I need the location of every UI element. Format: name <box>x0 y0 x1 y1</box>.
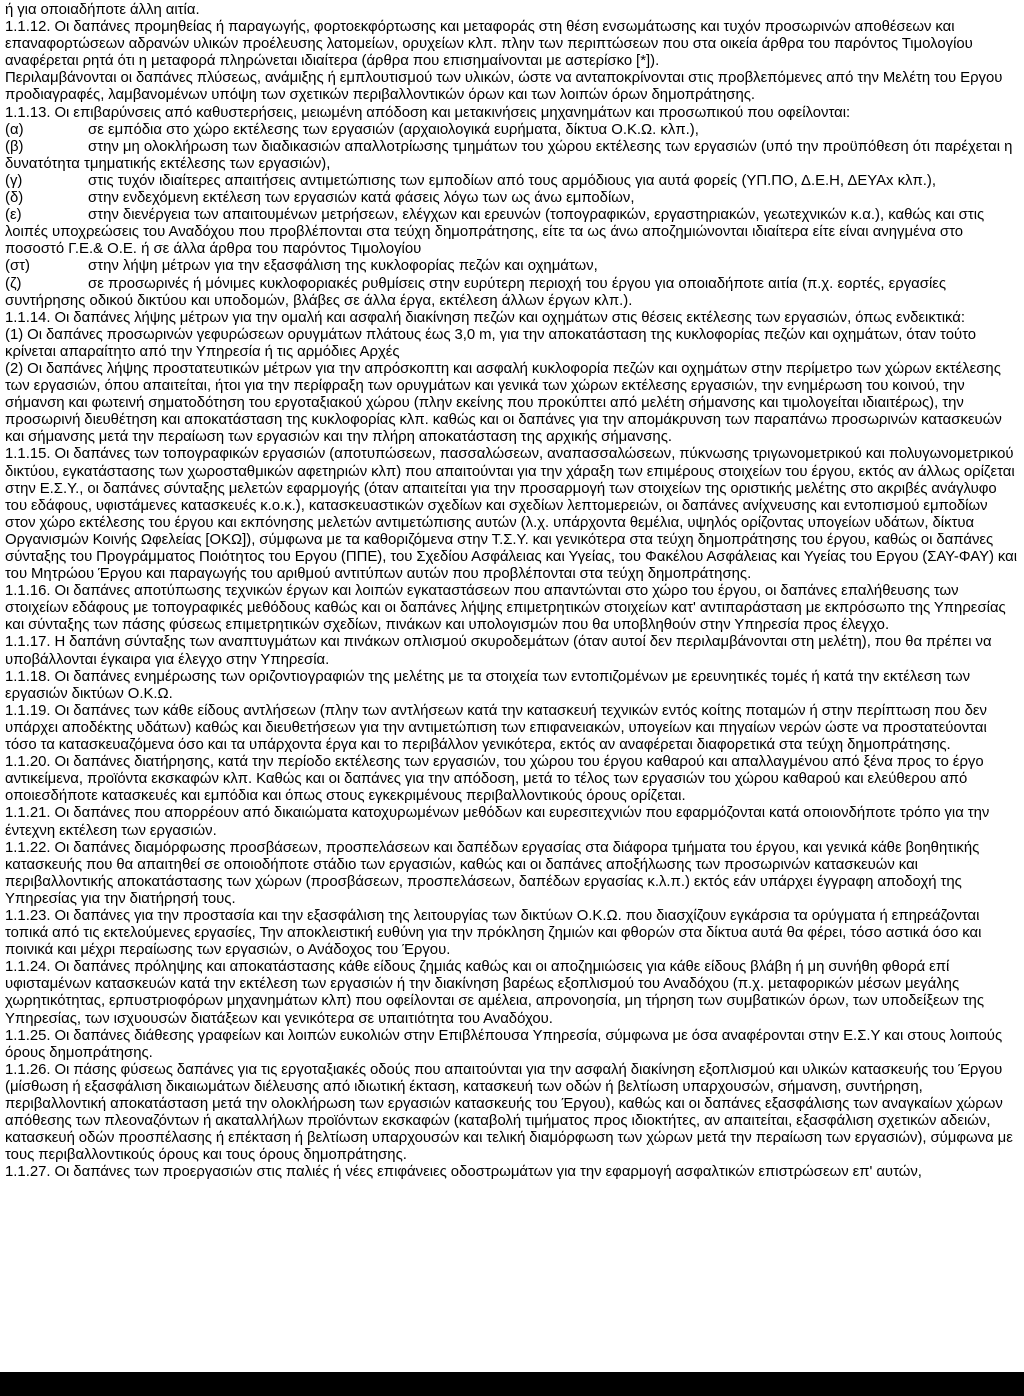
list-item-label: (γ) <box>5 172 23 189</box>
paragraph-1-1-13: 1.1.13. Οι επιβαρύνσεις από καθυστερήσεις, μειωμένη απόδοση και μετακινήσεις μηχανημάτων και προσωπικού που οφείλονται: <box>5 104 851 121</box>
paragraph-1-1-21: 1.1.21. Οι δαπάνες που απορρέουν από δικαιώματα κατοχυρωμένων μεθόδων και ευρεσιτεχνιών που εφαρμόζονται κατά οποιονδήποτε τρόπο για την έντεχνη εκτέλεση των εργασιών. <box>5 805 990 839</box>
paragraph: ή για οποιαδήποτε άλλη αιτία. <box>5 2 200 18</box>
paragraph-1-1-17: 1.1.17. Η δαπάνη σύνταξης των αναπτυγμάτων και πινάκων οπλισμού σκυροδεμάτων (όταν αυτοί δεν περιλαμβάνονται στη μελέτη), που θα πρέπει να υποβάλλονται έγκαιρα για έλεγχο στην Υπηρεσία. <box>5 634 992 668</box>
list-item <box>5 122 1019 139</box>
paragraph-1-1-20: 1.1.20. Οι δαπάνες διατήρησης, κατά την περίοδο εκτέλεσης των εργασιών, του χώρου του έργου καθαρού και απαλλαγμένου από ξένα προς το έργο αντικείμενα, προϊόντα εκσκαφών κλπ. Καθώς και οι δαπάνες για την απόδοση, μετά το τέλος των εργασιών του χώρου καθαρού και ελεύθερου από οποιεσδήποτε κατασκευές και εμπόδια και όπως στους εγκεκριμένους περιβαλλοντικούς όρους ορίζεται. <box>5 754 984 805</box>
list-item-text: σε εμπόδια στο χώρο εκτέλεσης των εργασιών (αρχαιολογικά ευρήματα, δίκτυα Ο.Κ.Ω. κλπ.), <box>88 121 699 138</box>
list-item <box>5 190 1019 207</box>
paragraph: (1) Οι δαπάνες προσωρινών γεφυρώσεων ορυγμάτων πλάτους έως 3,0 m, για την αποκατάσταση της κυκλοφορίας πεζών και οχημάτων, όταν τούτο κρίνεται απαραίτητο από την Υπηρεσία ή τις αρμόδιες Αρχές <box>5 326 977 360</box>
paragraph-1-1-27: 1.1.27. Οι δαπάνες των προεργασιών στις παλιές ή νέες επιφάνειες οδοστρωμάτων για την εφαρμογή ασφαλτικών επιστρώσεων επ' αυτών, <box>5 1164 922 1181</box>
list-item-label: (στ) <box>5 258 30 275</box>
paragraph-1-1-15: 1.1.15. Οι δαπάνες των τοπογραφικών εργασιών (αποτυπώσεων, πασσαλώσεων, αναπασσαλώσεων, πύκνωσης τριγωνομετρικού και πολυγωνομετρικού δικτύου, εγκατάστασης των χωροσταθμικών αφετηριών κλπ) που απαιτούνται για την χάραξη των επιμέρους στοιχείων του έργου, εκτός αν άλλως ορίζεται στην Ε.Σ.Υ., οι δαπάνες σύνταξης μελετών εφαρμογής (όταν απαιτείται για την προσαρμογή των στοιχείων της οριστικής μελέτης στο ακριβές ανάγλυφο του εδάφους, υφιστάμενες κατασκευές κ.ο.κ.), κατασκευαστικών σχεδίων και σχεδίων λεπτομερειών, οι δαπάνες ανίχνευσης και εντοπισμού εμποδίων στον χώρο εκτέλεσης του έργου και εκπόνησης μελετών αντιμετώπισης αυτών (λ.χ. υπάρχοντα θεμέλια, υψηλός ορίζοντας υπογείων υδάτων, δίκτυα Οργανισμών Κοινής Ωφελείας [ΟΚΩ]), σύμφωνα με τα καθοριζόμενα στην Τ.Σ.Υ. και γενικότερα στα τεύχη δημοπράτησης του έργου, καθώς οι δαπάνες σύνταξης του Προγράμματος Ποιότητος του Εργου (ΠΠΕ), του Σχεδίου Ασφάλειας και Υγείας, του Φακέλου Ασφάλειας και Υγείας του Εργου (ΣΑΥ-ΦΑΥ) και του Μητρώου Έργου και παραγωγής του αριθμού αντιτύπων αυτών που προβλέπονται στα τεύχη δημοπράτησης. <box>5 446 1018 583</box>
list-item <box>5 207 1019 258</box>
list-item <box>5 258 1019 275</box>
list-item-text: στην λήψη μέτρων για την εξασφάλιση της κυκλοφορίας πεζών και οχημάτων, <box>88 258 598 275</box>
list-item-label: (ε) <box>5 207 22 224</box>
list-item-text: στην μη ολοκλήρωση των διαδικασιών απαλλοτρίωσης τμημάτων του χώρου εκτέλεσης των εργασιών (υπό την προϋπόθεση ότι παρέχεται η δυνατότητα τμηματικής εκτέλεσης των εργασιών), <box>5 138 1013 172</box>
list-item <box>5 276 1019 310</box>
list-item-text: στις τυχόν ιδιαίτερες απαιτήσεις αντιμετώπισης των εμποδίων από τους αρμόδιους για αυτά φορείς (ΥΠ.ΠΟ, Δ.Ε.Η, ΔΕΥΑx κλπ.), <box>88 172 936 189</box>
paragraph-1-1-14: 1.1.14. Οι δαπάνες λήψης μέτρων για την ομαλή και ασφαλή διακίνηση πεζών και οχημάτων στις θέσεις εκτέλεσης των εργασιών, όπως ενδεικτικά: <box>5 309 966 326</box>
paragraph-1-1-22: 1.1.22. Οι δαπάνες διαμόρφωσης προσβάσεων, προσπελάσεων και δαπέδων εργασίας στα διάφορα τμήματα του έργου, και γενικά κάθε βοηθητικής κατασκευής που θα απαιτηθεί σε οποιοδήποτε στάδιο των εργασιών, καθώς και οι δαπάνες αποξήλωσης των προσωρινών κατασκευών και περιβαλλοντικής αποκατάστασης των χώρων (προσβάσεων, προσπελάσεων, δαπέδων εργασίας κ.λ.π.) εκτός εάν υπάρχει έγγραφη αποδοχή της Υπηρεσίας για την διατήρησή τους. <box>5 839 980 907</box>
list-item <box>5 173 1019 190</box>
paragraph-1-1-18: 1.1.18. Οι δαπάνες ενημέρωσης των οριζοντιογραφιών της μελέτης με τα στοιχεία των εντοπιζομένων με ερευνητικές τομές ή κατά την εκτέλεση των εργασιών δικτύων Ο.Κ.Ω. <box>5 668 971 702</box>
list-item-text: στην ενδεχόμενη εκτέλεση των εργασιών κατά φάσεις λόγω των ως άνω εμποδίων, <box>88 190 635 207</box>
paragraph-1-1-19: 1.1.19. Οι δαπάνες των κάθε είδους αντλήσεων (πλην των αντλήσεων κατά την κατασκευή τεχνικών εντός κοίτης ποταμών ή στην περίπτωση που δεν υπάρχει αποδέκτης υδάτων) καθώς και διευθετήσεων για την αντιμετώπιση των επιφανειακών, υπογείων και πηγαίων νερών ώστε να προστατεύονται τόσο τα κατασκευαζόμενα όσο και τα υπάρχοντα έργα και το περιβάλλον γενικότερα, εκτός αν αναφέρεται διαφορετικά στα τεύχη δημοπράτησης. <box>5 702 987 754</box>
list-item <box>5 139 1019 173</box>
list-item-text: στην διενέργεια των απαιτουμένων μετρήσεων, ελέγχων και ερευνών (τοπογραφικών, εργαστηριακών, γεωτεχνικών κ.α.), καθώς και στις λοιπές υποχρεώσεις του Αναδόχου που προβλέπονται στα τεύχη δημοπράτησης, είτε τα ως άνω αποζημιώνονται ιδιαίτερα είτε είναι ανηγμένα στο ποσοστό Γ.Ε.& Ο.Ε. ή σε άλλα άρθρα του παρόντος Τιμολογίου <box>5 207 985 258</box>
list-item-label: (δ) <box>5 190 24 207</box>
paragraph: Περιλαμβάνονται οι δαπάνες πλύσεως, ανάμιξης ή εμπλουτισμού των υλικών, ώστε να ανταποκρίνονται στις προβλεπόμενες από την Μελέτη του Εργου προδιαγραφές, λαμβανομένων υπόψη των σχετικών περιβαλλοντικών όρων και των λοιπών όρων δημοπράτησης. <box>5 70 1003 104</box>
paragraph-1-1-25: 1.1.25. Οι δαπάνες διάθεσης γραφείων και λοιπών ευκολιών στην Επιβλέπουσα Υπηρεσία, σύμφωνα με όσα αναφέρονται στην Ε.Σ.Υ και στους λοιπούς όρους δημοπράτησης. <box>5 1027 1003 1061</box>
paragraph-1-1-26: 1.1.26. Οι πάσης φύσεως δαπάνες για τις εργοταξιακές οδούς που απαιτούνται για την ασφαλή διακίνηση εξοπλισμού και υλικών κατασκευής του Έργου (μίσθωση ή εξασφάλιση δικαιωμάτων διέλευσης από ιδιωτική έκταση, κατασκευή των οδών ή βελτίωση υπαρχουσών, σήμανση, συντήρηση, περιβαλλοντική αποκατάσταση μετά την ολοκλήρωση των εργασιών κατασκευής του Έργου), καθώς και οι δαπάνες εξασφάλισης των αναγκαίων χώρων απόθεσης των πλεοναζόντων ή ακαταλλήλων προϊόντων εκσκαφών (καταβολή τιμήματος προς ιδιοκτήτες, αν απαιτείται, εξασφάλιση σχετικών αδειών, κατασκευή οδών προσπέλασης ή επέκταση ή βελτίωση υπαρχουσών και τελική διαμόρφωση των χώρων μετά την περαίωση των εργασιών), σύμφωνα με τους περιβαλλοντικούς όρους και τους όρους δημοπράτησης. <box>5 1061 1013 1164</box>
paragraph-1-1-23: 1.1.23. Οι δαπάνες για την προστασία και την εξασφάλιση της λειτουργίας των δικτύων Ο.Κ.Ω. που διασχίζουν εγκάρσια τα ορύγματα ή επηρεάζονται τοπικά από τις εκτελούμενες εργασίες, Την αποκλειστική ευθύνη για την πρόκληση ζημιών και φθορών στα δίκτυα αυτά θα φέρει, τόσο αστικά όσο και ποινικά και μέχρι περαίωσης των εργασιών, ο Ανάδοχος του Έργου. <box>5 907 982 959</box>
list-item-label: (α) <box>5 121 24 138</box>
paragraph-1-1-16: 1.1.16. Οι δαπάνες αποτύπωσης τεχνικών έργων και λοιπών εγκαταστάσεων που απαντώνται στο χώρο του έργου, οι δαπάνες επαλήθευσης των στοιχείων εδάφους με τοπογραφικές μεθόδους καθώς και οι δαπάνες λήψης επιμετρητικών στοιχείων κατ' αντιπαράσταση με εκπρόσωπο της Υπηρεσίας και σύνταξης των πάσης φύσεως επιμετρητικών σχεδίων, πινάκων και υπολογισμών που θα υποβληθούν στην Υπηρεσία προς έλεγχο. <box>5 583 1006 634</box>
list-item-label: (β) <box>5 138 24 155</box>
list-item-label: (ζ) <box>5 275 22 292</box>
list-item-text: σε προσωρινές ή μόνιμες κυκλοφοριακές ρυθμίσεις στην ευρύτερη περιοχή του έργου για οποιαδήποτε αιτία (π.χ. εορτές, εργασίες συντήρησης οδικού δικτύου και υποδομών, βλάβες σε άλλα έργα, εκτέλεση άλλων έργων κλπ.). <box>5 275 947 309</box>
paragraph-1-1-24: 1.1.24. Οι δαπάνες πρόληψης και αποκατάστασης κάθε είδους ζημιάς καθώς και οι αποζημιώσεις για κάθε είδους βλάβη ή μη συνήθη φθορά επί υφισταμένων κατασκευών κατά την εκτέλεση των εργασιών ή την διακίνηση βαρέως εξοπλισμού του Αναδόχου (π.χ. μεταφορικών μέσων μεγάλης χωρητικότητας, ερπυστριοφόρων μηχανημάτων κλπ) που οφείλονται σε αμέλεια, απρονοησία, μη τήρηση των συμβατικών όρων, των υποδείξεων της Υπηρεσίας, των ισχυουσών διατάξεων και γενικότερα σε υπαιτιότητα του Αναδόχου. <box>5 959 984 1027</box>
paragraph-1-1-12: 1.1.12. Οι δαπάνες προμηθείας ή παραγωγής, φορτοεκφόρτωσης και μεταφοράς στη θέση ενσωμάτωσης και τυχόν προσωρινών αποθέσεων και επαναφορτώσεων αδρανών υλικών προέλευσης λατομείων, ορυχείων κλπ. πλην των περιπτώσεων που στα οικεία άρθρα του παρόντος Τιμολογίου αναφέρεται ρητά ότι η μεταφορά πληρώνεται ιδιαίτερα (άρθρα που επισημαίνονται με αστερίσκο [*]). <box>5 19 973 70</box>
paragraph: (2) Οι δαπάνες λήψης προστατευτικών μέτρων για την απρόσκοπτη και ασφαλή κυκλοφορία πεζών και οχημάτων στην περίμετρο των χώρων εκτέλεσης των εργασιών, όπου απαιτείται, ήτοι για την περίφραξη των ορυγμάτων και γενικά των χώρων εκτέλεσης εργασιών, την ενημέρωση του κοινού, την σήμανση και φωτεινή σηματοδότηση του εργοταξιακού χώρου (πλην εκείνης που προκύπτει από μελέτη σήμανσης και τιμολογείται ιδιαιτέρως), την προσωρινή διευθέτηση και αποκατάσταση της κυκλοφορίας κλπ. καθώς και οι δαπάνες για την απομάκρυνση των παραπάνω προσωρινών κατασκευών και σήμανσης μετά την περαίωση των εργασιών και την πλήρη αποκατάσταση της αρχικής σήμανσης. <box>5 360 1002 446</box>
